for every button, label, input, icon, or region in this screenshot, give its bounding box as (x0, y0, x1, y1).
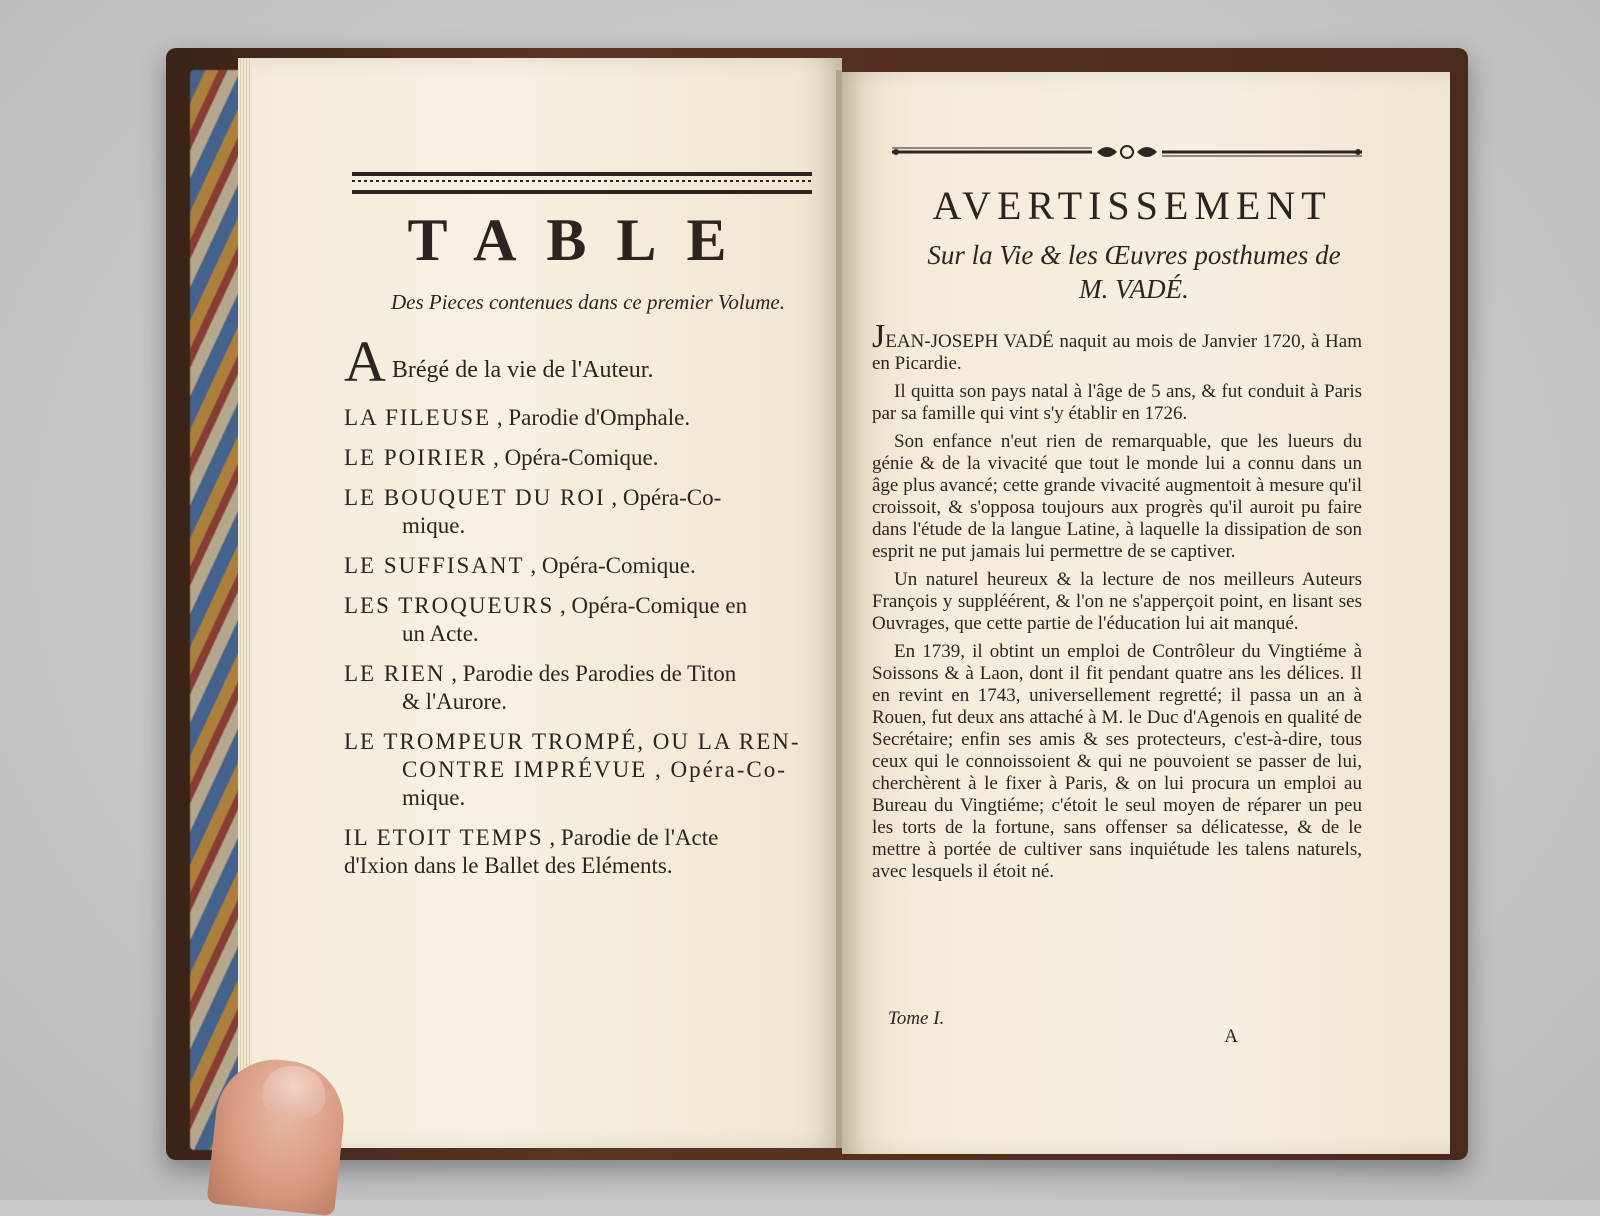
toc-entry (344, 329, 834, 394)
left-page (252, 58, 842, 1148)
toc-entry-text: Brégé de la vie de l'Auteur. (391, 357, 654, 383)
ornament-rule (892, 142, 1362, 162)
paragraph-text: naquit au mois de Janvier 1720, à Ham en Picardie. (872, 331, 1362, 374)
toc-entry-title: LE SUFFISANT (344, 553, 525, 578)
section-title: AVERTISSEMENT (932, 183, 1332, 228)
toc-entry-continuation: un Acte. (402, 621, 479, 646)
toc-entry-text: , Opéra-Comique. (530, 553, 696, 578)
toc-entry (344, 592, 834, 648)
toc-entry (344, 728, 834, 812)
toc-entry-text: , Opéra-Comique. (493, 445, 659, 470)
body-text (872, 318, 1362, 889)
toc-entry-title: LA FILEUSE (344, 405, 492, 430)
paragraph: Il quitta son pays natal à l'âge de 5 ans, & fut conduit à Paris par sa famille qui vint s'y établir en 1726. (872, 381, 1362, 424)
toc-entry-title: LES TROQUEURS (344, 593, 555, 618)
toc-entry-title: IL ETOIT TEMPS (344, 825, 544, 850)
toc-entry-continuation: mique. (402, 513, 466, 538)
paragraph (872, 318, 1362, 375)
toc-entry-text: , Parodie d'Omphale. (496, 405, 691, 430)
toc-entry (344, 660, 834, 716)
toc-entry-text: , Parodie des Parodies de Titon (451, 661, 737, 686)
right-page (842, 72, 1450, 1154)
page-footer (888, 1008, 1368, 1048)
toc-entry-text: , Opéra-Comique en (560, 593, 748, 618)
toc-entry (344, 444, 834, 472)
toc-entry-text: , Parodie de l'Acte (549, 825, 719, 850)
page-title: TABLE (407, 207, 757, 273)
section-subtitle (874, 238, 1394, 306)
page-subtitle: Des Pieces contenues dans ce premier Volume. (390, 290, 786, 314)
subtitle-line: Sur la Vie & les Œuvres posthumes de (927, 240, 1341, 270)
toc-entry (344, 484, 834, 540)
toc-entry-title: LE RIEN (344, 661, 446, 686)
paragraph: Son enfance n'eut rien de remarquable, que les lueurs du génie & de la vivacité que tout le monde lui a connu dans un âge plus avancé; cette grande vivacité augmentoit à mesure qu'il croissoit, & s'opposa toujours aux progrès qu'il auroit pu faire dans l'étude de la langue Latine, à laquelle la dissipation de son esprit ne put jamais lui permettre de se captiver. (872, 431, 1362, 562)
toc-entry-continuation: CONTRE IMPRÉVUE , Opéra-Co- (402, 757, 787, 782)
signature-mark: A (1224, 1026, 1238, 1047)
toc-entry-continuation: mique. (402, 785, 466, 810)
drop-cap: A (344, 329, 386, 394)
lead-name: EAN-JOSEPH VADÉ (885, 331, 1054, 352)
table-of-contents (344, 329, 834, 892)
toc-entry-title: LE TROMPEUR TROMPÉ, OU LA REN- (344, 729, 801, 754)
volume-marker: Tome I. (888, 1008, 945, 1029)
header-rule (352, 172, 812, 194)
toc-entry-title: LE BOUQUET DU ROI (344, 485, 606, 510)
toc-entry-title: LE POIRIER (344, 445, 488, 470)
toc-entry-continuation: d'Ixion dans le Ballet des Eléments. (344, 853, 673, 878)
lead-letter: J (872, 318, 886, 355)
toc-entry (344, 824, 834, 880)
subtitle-line: M. VADÉ. (1079, 274, 1189, 304)
toc-entry (344, 404, 834, 432)
toc-entry (344, 552, 834, 580)
toc-entry-text: , Opéra-Co- (611, 485, 722, 510)
paragraph: En 1739, il obtint un emploi de Contrôleur du Vingtiéme à Soissons & à Laon, dont il fit pendant quatre ans les délices. Il en revint en 1743, universellement regretté; il passa un an à Rouen, fut deux ans attaché à M. le Duc d'Agenois en qualité de Secrétaire; enfin ses amis & ses protecteurs, c'est-à-dire, tous ceux qui le connoissoient & qui ne pouvoient se passer de lui, cherchèrent à le fixer à Paris, & on lui procura un emploi au Bureau du Vingtiéme; c'étoit le seul moyen de réparer un peu les torts de la fortune, sans offenser sa délicatesse, & de le mettre à portée de cultiver sans inquiétude les talens naturels, avec lesquels il étoit né. (872, 641, 1362, 882)
toc-entry-continuation: & l'Aurore. (402, 689, 508, 714)
paragraph: Un naturel heureux & la lecture de nos meilleurs Auteurs François y suppléérent, & l'on ne s'apperçoit point, en lisant ses Ouvrages, que cette partie de l'éducation lui ait manqué. (872, 569, 1362, 634)
